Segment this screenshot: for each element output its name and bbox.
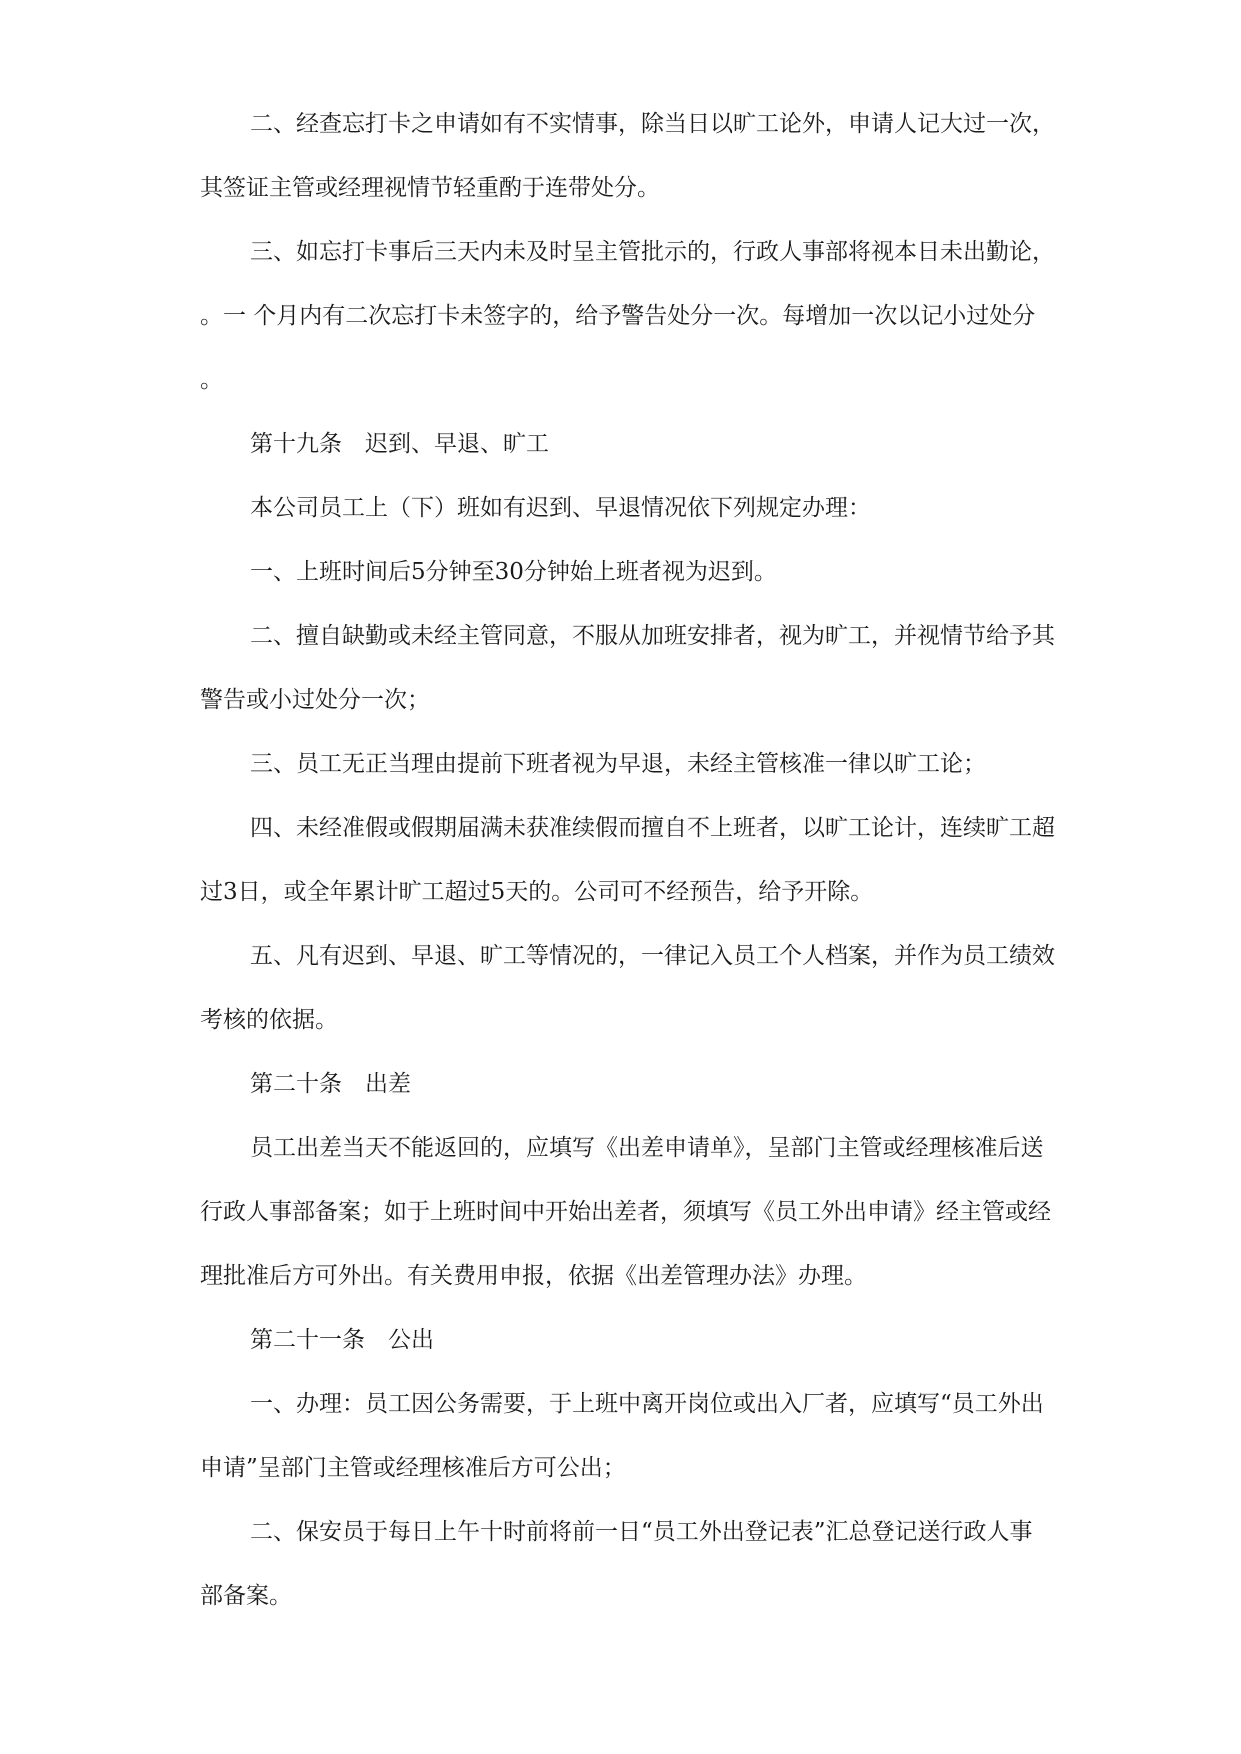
paragraph-line: 。一 个月内有二次忘打卡未签字的，给予警告处分一次。每增加一次以记小过处分 bbox=[200, 303, 1036, 329]
paragraph-line: 三、如忘打卡事后三天内未及时呈主管批示的，行政人事部将视本日未出勤论， bbox=[250, 239, 1055, 265]
paragraph-line: 四、未经准假或假期届满未获准续假而擅自不上班者，以旷工论计，连续旷工超 bbox=[250, 815, 1055, 841]
paragraph-line: 其签证主管或经理视情节轻重酌于连带处分。 bbox=[200, 175, 660, 201]
paragraph-line: 部备案。 bbox=[200, 1583, 292, 1609]
article-heading: 第二十一条 公出 bbox=[250, 1327, 434, 1353]
paragraph-line: 三、员工无正当理由提前下班者视为早退，未经主管核准一律以旷工论； bbox=[250, 751, 986, 777]
paragraph-line: 二、擅自缺勤或未经主管同意，不服从加班安排者，视为旷工，并视情节给予其 bbox=[250, 623, 1055, 649]
paragraph-line: 。 bbox=[200, 367, 223, 393]
article-heading: 第十九条 迟到、早退、旷工 bbox=[250, 431, 549, 457]
paragraph-line: 员工出差当天不能返回的，应填写《出差申请单》，呈部门主管或经理核准后送 bbox=[250, 1135, 1044, 1161]
paragraph-line: 一、上班时间后5分钟至30分钟始上班者视为迟到。 bbox=[250, 559, 777, 585]
paragraph-line: 一、办理：员工因公务需要，于上班中离开岗位或出入厂者，应填写“员工外出 bbox=[250, 1391, 1044, 1417]
article-heading: 第二十条 出差 bbox=[250, 1071, 411, 1097]
document-body bbox=[200, 92, 1120, 1628]
paragraph-line: 二、保安员于每日上午十时前将前一日“员工外出登记表”汇总登记送行政人事 bbox=[250, 1519, 1033, 1545]
paragraph-line: 申请”呈部门主管或经理核准后方可公出； bbox=[200, 1455, 626, 1481]
paragraph-line: 过3日，或全年累计旷工超过5天的。公司可不经预告，给予开除。 bbox=[200, 879, 874, 905]
paragraph-line: 理批准后方可外出。有关费用申报，依据《出差管理办法》办理。 bbox=[200, 1263, 867, 1289]
paragraph-line: 五、凡有迟到、早退、旷工等情况的，一律记入员工个人档案，并作为员工绩效 bbox=[250, 943, 1055, 969]
paragraph-line: 考核的依据。 bbox=[200, 1007, 338, 1033]
paragraph-line: 本公司员工上（下）班如有迟到、早退情况依下列规定办理： bbox=[250, 495, 871, 521]
paragraph-line: 二、经查忘打卡之申请如有不实情事，除当日以旷工论外，申请人记大过一次， bbox=[250, 111, 1055, 137]
paragraph-line: 行政人事部备案；如于上班时间中开始出差者，须填写《员工外出申请》经主管或经 bbox=[200, 1199, 1051, 1225]
paragraph-line: 警告或小过处分一次； bbox=[200, 687, 430, 713]
